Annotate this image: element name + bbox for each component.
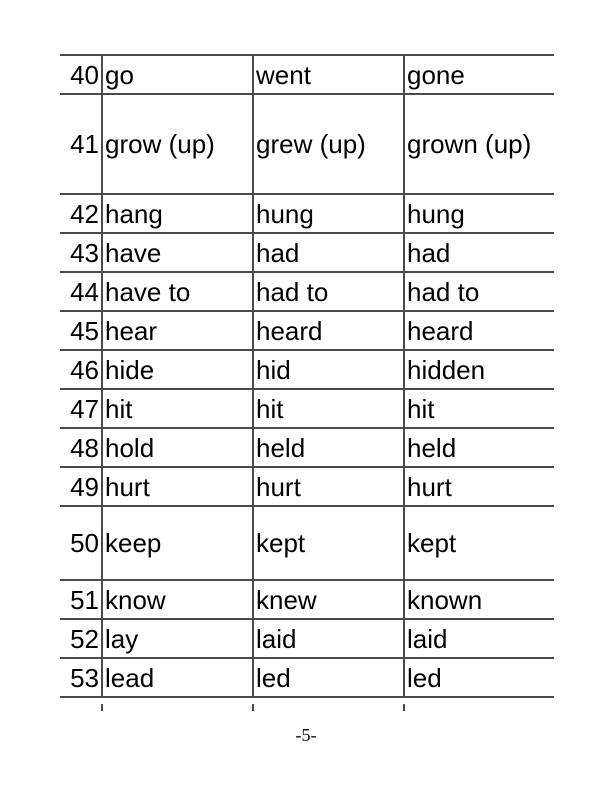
past-simple: had to: [253, 272, 404, 311]
base-form: hit: [102, 389, 253, 428]
past-simple: heard: [253, 311, 404, 350]
table-row: [60, 389, 554, 428]
table-row: [60, 580, 554, 619]
row-number: 44: [60, 272, 102, 311]
table-row: [60, 272, 554, 311]
past-participle: led: [404, 658, 554, 697]
row-number: 50: [60, 506, 102, 580]
past-participle: hit: [404, 389, 554, 428]
table-row: [60, 658, 554, 697]
past-participle: held: [404, 428, 554, 467]
row-number: 49: [60, 467, 102, 506]
base-form: lead: [102, 658, 253, 697]
past-participle: had: [404, 233, 554, 272]
past-simple: held: [253, 428, 404, 467]
past-simple: knew: [253, 580, 404, 619]
table-row: [60, 194, 554, 233]
base-form: hang: [102, 194, 253, 233]
row-number: 47: [60, 389, 102, 428]
past-simple: hid: [253, 350, 404, 389]
base-form: hear: [102, 311, 253, 350]
past-simple: laid: [253, 619, 404, 658]
column-divider-tail: [101, 704, 103, 711]
table-row: [60, 233, 554, 272]
past-simple: hurt: [253, 467, 404, 506]
irregular-verb-table: [60, 54, 554, 698]
past-simple: grew (up): [253, 94, 404, 194]
table-row: [60, 94, 554, 194]
table-row: [60, 55, 554, 94]
base-form: keep: [102, 506, 253, 580]
base-form: hold: [102, 428, 253, 467]
row-number: 48: [60, 428, 102, 467]
past-participle: hidden: [404, 350, 554, 389]
past-simple: kept: [253, 506, 404, 580]
past-simple: hit: [253, 389, 404, 428]
table-row: [60, 428, 554, 467]
past-participle: kept: [404, 506, 554, 580]
row-number: 40: [60, 55, 102, 94]
base-form: hide: [102, 350, 253, 389]
past-participle: gone: [404, 55, 554, 94]
past-participle: laid: [404, 619, 554, 658]
row-number: 51: [60, 580, 102, 619]
page-number: -5-: [295, 725, 317, 745]
column-divider-tail: [252, 704, 254, 711]
past-participle: hung: [404, 194, 554, 233]
past-participle: known: [404, 580, 554, 619]
row-number: 45: [60, 311, 102, 350]
base-form: know: [102, 580, 253, 619]
row-number: 42: [60, 194, 102, 233]
past-participle: hurt: [404, 467, 554, 506]
row-number: 53: [60, 658, 102, 697]
row-number: 41: [60, 94, 102, 194]
past-simple: went: [253, 55, 404, 94]
base-form: go: [102, 55, 253, 94]
past-simple: had: [253, 233, 404, 272]
base-form: grow (up): [102, 94, 253, 194]
base-form: have to: [102, 272, 253, 311]
row-number: 52: [60, 619, 102, 658]
past-participle: grown (up): [404, 94, 554, 194]
row-number: 46: [60, 350, 102, 389]
past-participle: had to: [404, 272, 554, 311]
table-row: [60, 467, 554, 506]
column-divider-tail: [403, 704, 405, 711]
table-row: [60, 350, 554, 389]
base-form: hurt: [102, 467, 253, 506]
table-row: [60, 619, 554, 658]
past-participle: heard: [404, 311, 554, 350]
past-simple: hung: [253, 194, 404, 233]
past-simple: led: [253, 658, 404, 697]
row-number: 43: [60, 233, 102, 272]
table-row: [60, 506, 554, 580]
table-row: [60, 311, 554, 350]
base-form: lay: [102, 619, 253, 658]
base-form: have: [102, 233, 253, 272]
